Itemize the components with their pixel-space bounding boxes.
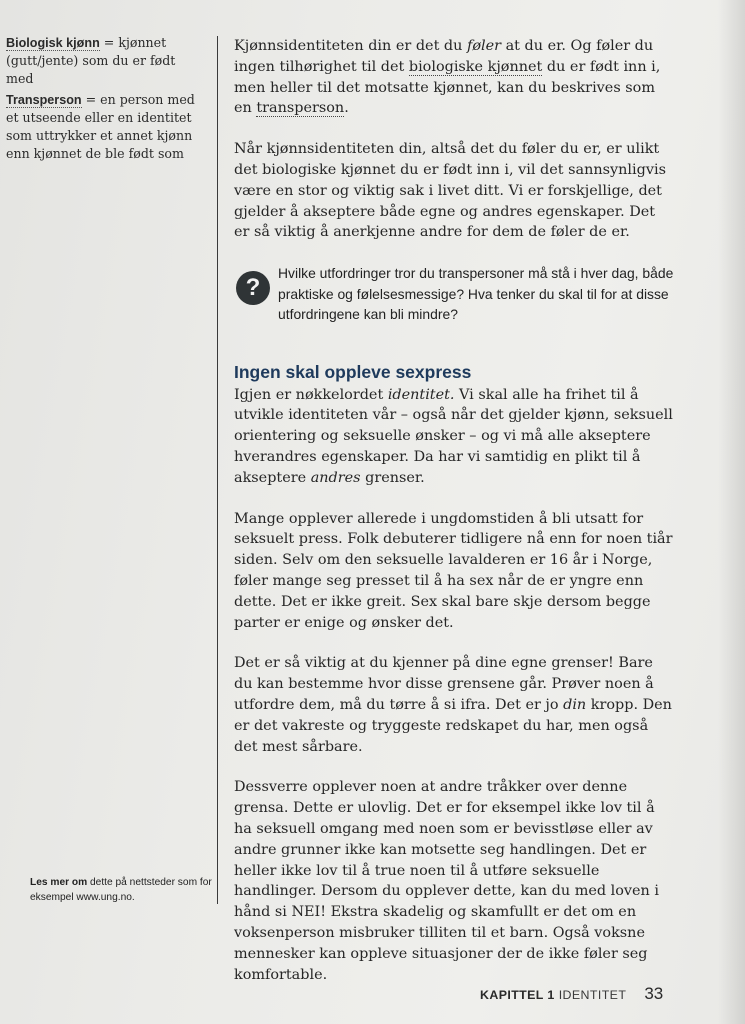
text-run: Igjen er nøkkelordet [234,386,388,403]
paragraph-aksept: Når kjønnsidentiteten din, altså det du føler du er, er ulikt det biologiske kjønnet du er født inn i, vil det sannsynligvis være en stor og viktig sak i livet ditt. Vi er forskjellige, det gjelder å akseptere både egne og andres egenskaper. Det er så viktig å anerkjenne andre for dem de føler de er. [234,141,666,241]
text-run: du er født inn i, men heller til det motsatte kjønnet, kan du beskrives som en [234,58,661,117]
text-run: grenser. [360,469,425,486]
glossary-entry-transperson [6,91,206,163]
paragraph-seksuelt-press: Mange opplever allerede i ungdomstiden å bli utsatt for seksuelt press. Folk debuterer tidligere nå enn for noen tiår siden. Selv om den seksuelle lavalderen er 16 år i Norge, føler mange seg presset til å ha sex når de er yngre enn dette. Det er ikke greit. Sex skal bare skje dersom begge parter er enige og ønsker det. [234,510,673,631]
text-run: Kjønnsidentiteten din er det du [234,38,467,54]
page-number: 33 [644,984,664,1003]
section-heading: Ingen skal oppleve sexpress [234,361,472,382]
emphasis: identitet. [387,386,455,403]
glossary-term: Transperson [6,93,82,107]
paragraph-kjonnsidentitet [234,36,674,119]
column-divider [217,36,218,904]
chapter-label: KAPITTEL 1 [480,988,555,1002]
page-edge-shadow [718,0,745,1024]
emphasis: andres [310,469,361,486]
read-more-note [30,875,220,905]
question-text: Hvilke utfordringer tror du transpersoner må stå i hver dag, både praktiske og følelsesmessige? Hva tenker du skal til for at disse utfordringene kan bli mindre? [278,265,674,323]
reflection-question-box [234,263,674,325]
glossary-term: Biologisk kjønn [6,36,100,50]
main-text-column [234,36,674,1005]
glossary-entry-biologisk-kjonn [6,34,206,88]
paragraph-ulovlig: Dessverre opplever noen at andre tråkker over denne grensa. Dette er ulovlig. Det er for eksempel ikke lov til å ha seksuell omgang med noen som er bevisstløse eller av andre grunner ikke kan motsette seg handlingen. Det er heller ikke lov til å true noen til å utføre seksuelle handlinger. Dersom du opplever dette, kan du med loven i hånd si NEI! Ekstra skadelig og skamfullt er det om en voksenperson misbruker tilliten til et barn. Også voksne mennesker kan oppleve situasjoner der de ikke føler seg komfortable. [234,779,660,983]
glossary-link-transperson[interactable]: transperson [256,100,345,117]
sidebar-glossary [6,34,206,166]
text-run: kropp. Den er det vakreste og tryggeste redskapet du har, men også det mest sårbare. [234,697,672,755]
emphasis: din [563,697,587,714]
text-run: Vi skal alle ha frihet til å utvikle identiteten vår – også når det gjelder kjønn, seksuell orientering og seksuelle ønsker – og vi må alle akseptere hverandres egenskaper. Da har vi samtidig en plikt til å akseptere [234,386,673,486]
text-run: at du er. Og føler du ingen tilhørighet til det [234,38,654,75]
emphasis: føler [467,38,501,54]
paragraph-grenser [234,653,674,757]
paragraph-identitet [234,385,674,489]
read-more-lead: Les mer om [30,877,88,888]
glossary-link-biologisk-kjonn[interactable]: biologiske kjønnet [408,58,543,75]
page-footer [480,984,663,1004]
section-label: IDENTITET [558,988,627,1002]
text-run: Det er så viktig at du kjenner på dine egne grenser! Bare du kan bestemme hvor disse grensene går. Prøver noen å utfordre dem, må du tørre å si ifra. Det er jo [234,655,654,714]
glossary-definition: = kjønnet (gutt/jente) som du er født med [6,35,176,86]
read-more-text: dette på nettsteder som for eksempel www.ung.no. [30,877,212,903]
question-mark-icon: ? [236,271,270,305]
text-run: . [344,100,349,117]
glossary-definition: = en person med et utseende eller en identitet som uttrykker et annet kjønn enn kjønnet de ble født som [6,92,195,161]
